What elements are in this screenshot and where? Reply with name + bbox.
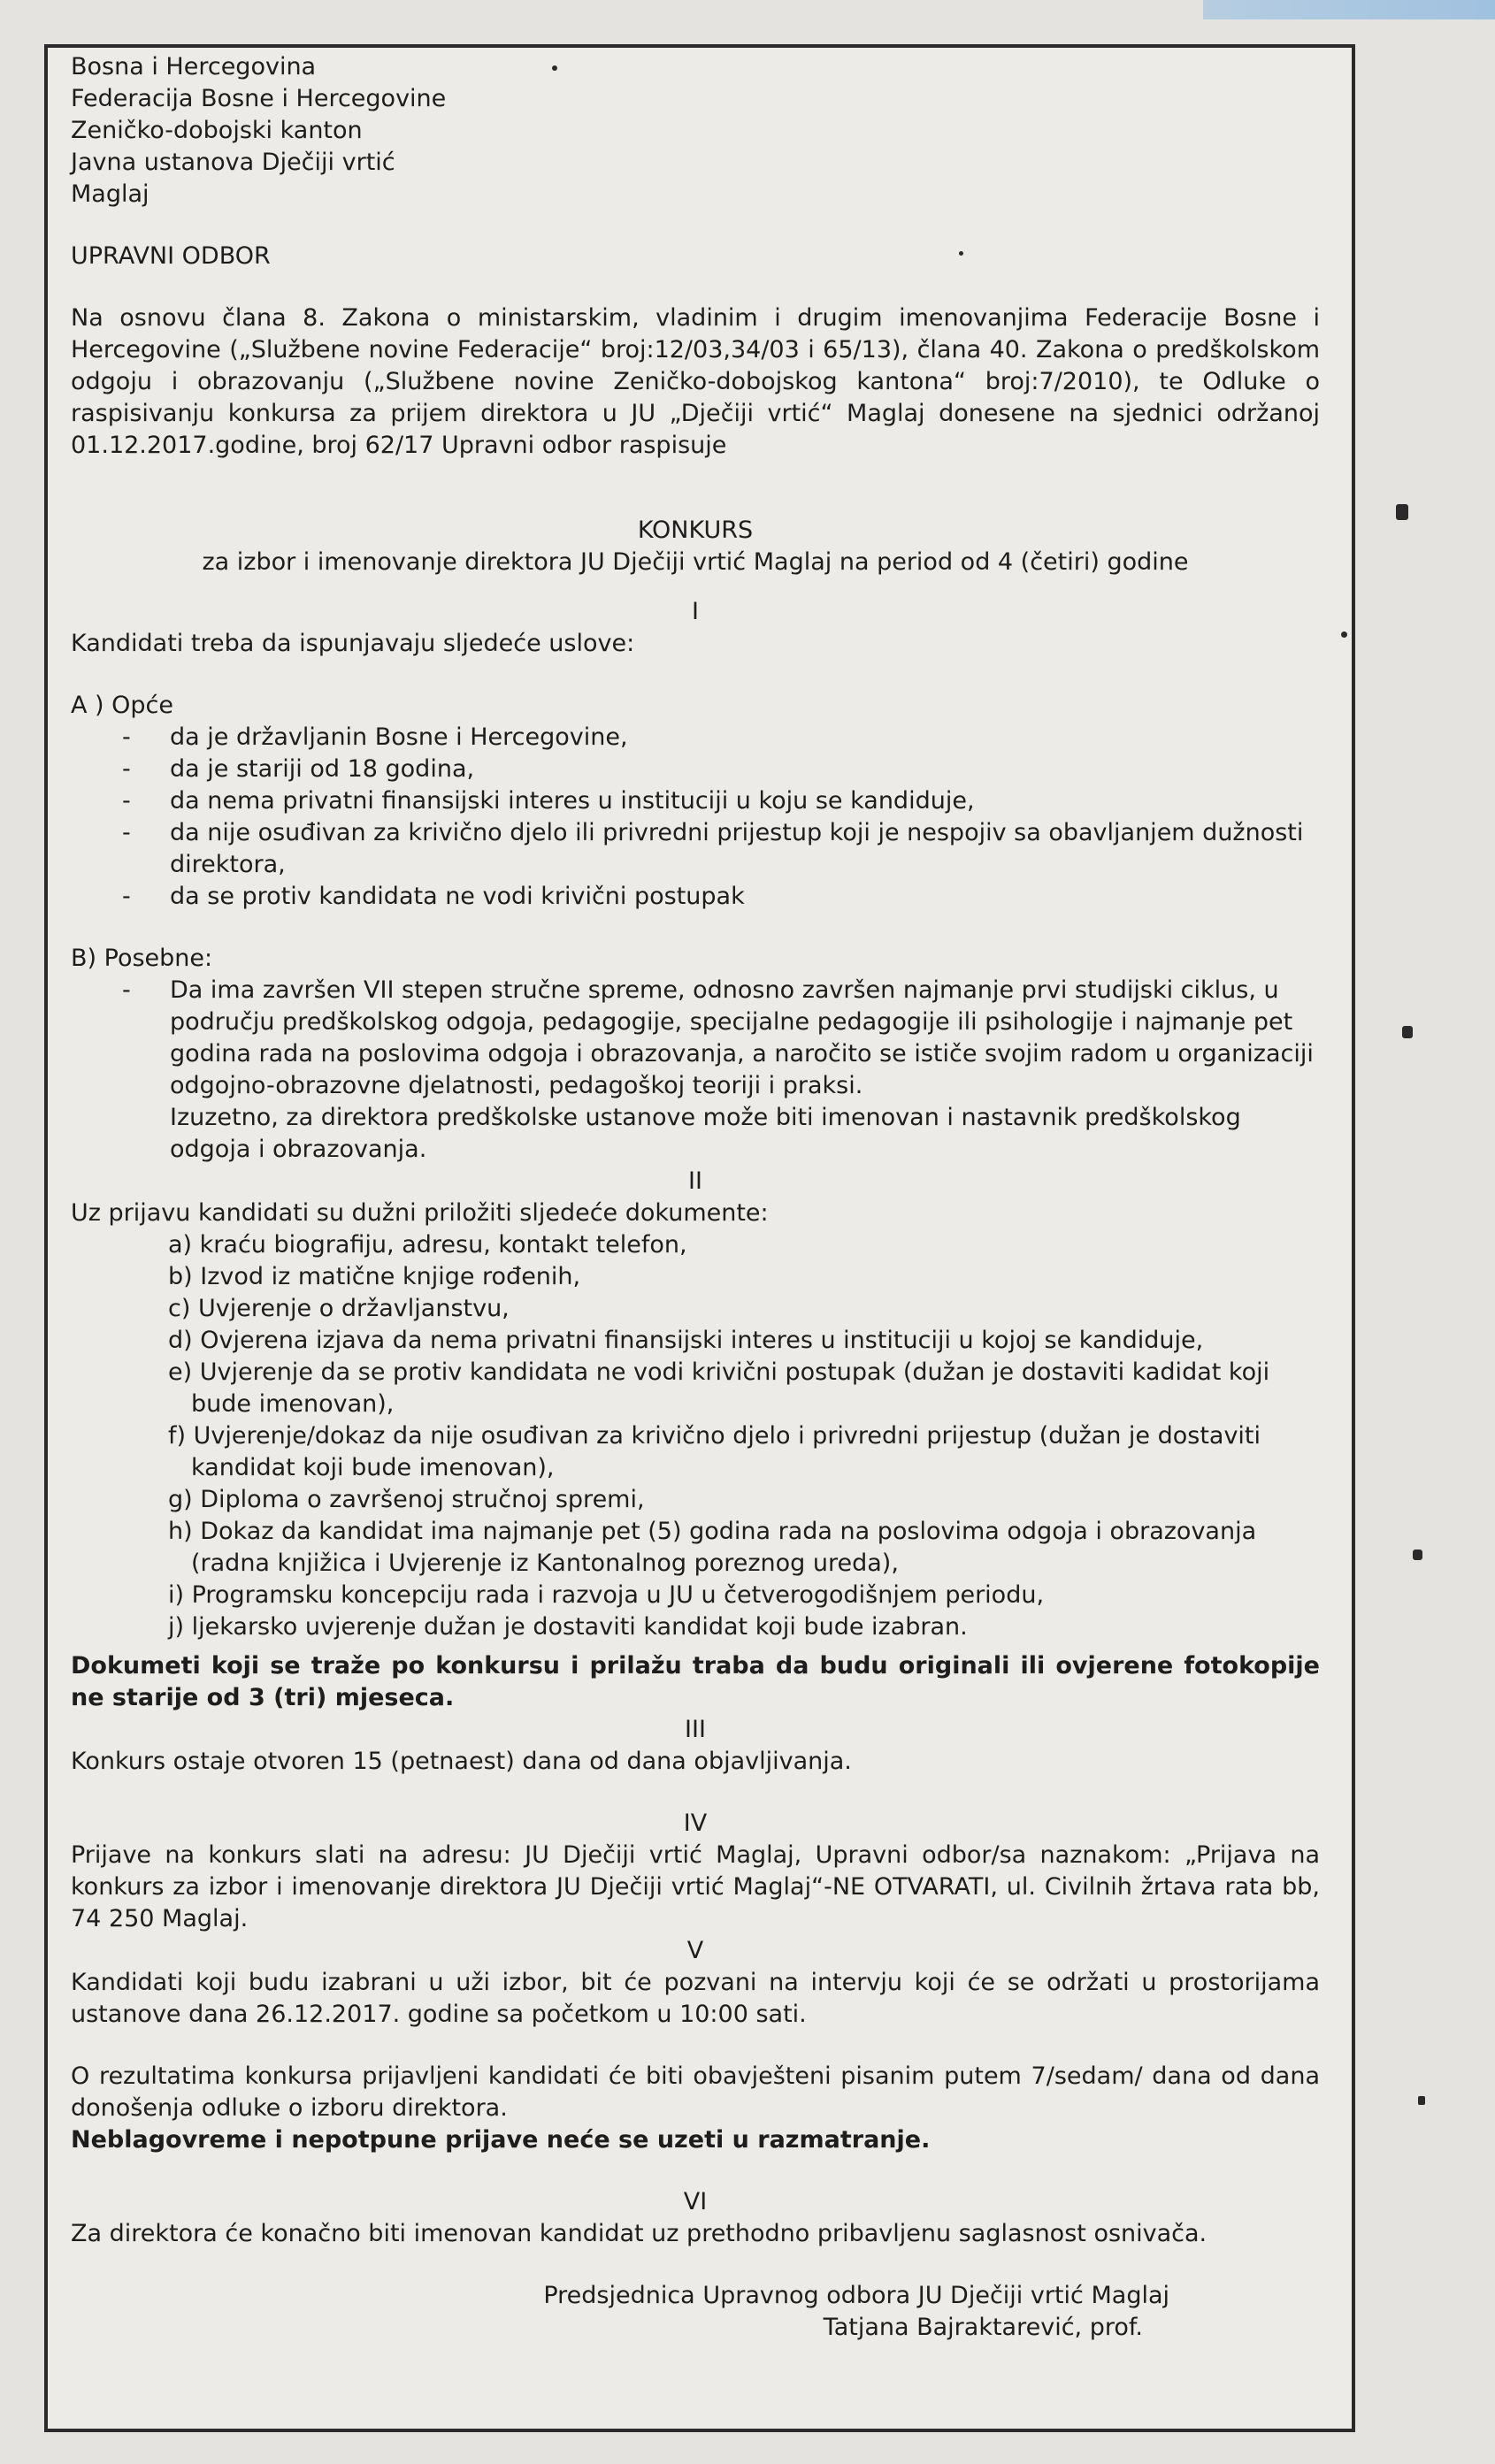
margin-mark — [1413, 1550, 1422, 1560]
scan-edge-strip — [1203, 0, 1495, 19]
section-numeral: V — [686, 1937, 704, 1964]
margin-mark — [1418, 2096, 1425, 2105]
list-item: b) Izvod iz matične knjige rođenih, — [168, 1263, 581, 1290]
late-applications-warning: Neblagovreme i nepotpune prijave neće se uzeti u razmatranje. — [71, 2126, 931, 2154]
section-numeral: IV — [683, 1810, 708, 1837]
conditions-lead: Kandidati treba da ispunjavaju sljedeće uslove: — [71, 630, 635, 657]
competition-heading: KONKURS — [637, 517, 754, 544]
header-line: Zeničko-dobojski kanton — [71, 117, 363, 144]
signatory-title: Predsjednica Upravnog odbora JU Dječiji vrtić Maglaj — [543, 2282, 1169, 2309]
signature-block — [71, 2280, 1320, 2344]
application-address-text: Prijave na konkurs slati na adresu: JU Dječiji vrtić Maglaj, Upravni odbor/sa naznakom: „Prijava na konkurs za izbor i imenovanje direktora JU Dječiji vrtić Maglaj“-NE OTVARATI, ul. Civilnih žrtava rata bb, 74 250 Maglaj. — [71, 1841, 1320, 1932]
document-body — [71, 51, 1320, 2344]
documents-lead: Uz prijavu kandidati su dužni priložiti sljedeće dokumente: — [71, 1199, 769, 1227]
signatory-name: Tatjana Bajraktarević, prof. — [823, 2314, 1143, 2341]
list-item: c) Uvjerenje o državljanstvu, — [168, 1295, 510, 1322]
margin-mark — [1396, 504, 1408, 520]
list-item: e) Uvjerenje da se protiv kandidata ne vodi krivični postupak (dužan je dostaviti kadidat koji bude imenovan), — [168, 1358, 1270, 1418]
list-item: g) Diploma o završenoj stručnoj spremi, — [168, 1486, 645, 1513]
section-numeral: II — [688, 1167, 702, 1195]
section-numeral: III — [685, 1716, 706, 1743]
list-item: i) Programsku koncepciju rada i razvoja u JU u četverogodišnjem periodu, — [168, 1581, 1045, 1609]
list-item: - da nema privatni finansijski interes u instituciji u koju se kandiduje, — [71, 785, 1320, 817]
general-conditions-label: A ) Opće — [71, 692, 174, 719]
list-item: d) Ovjerena izjava da nema privatni finansijski interes u instituciji u kojoj se kandiduje, — [168, 1327, 1204, 1354]
documents-list — [71, 1229, 1320, 1643]
general-conditions-list — [71, 722, 1320, 913]
intro-paragraph: Na osnovu člana 8. Zakona o ministarskim, vladinim i drugim imenovanjima Federacije Bosne i Hercegovine („Službene novine Federacije“ broj:12/03,34/03 i 65/13), člana 40. Zakona o predškolskom odgoju i obrazovanju („Službene novine Zeničko-dobojskog kantona“ broj:7/2010), te Odluke o raspisivanju konkursa za prijem direktora u JU „Dječiji vrtić“ Maglaj donesene na sjednici održanoj 01.12.2017.godine, broj 62/17 Upravni odbor raspisuje — [71, 304, 1320, 459]
appointment-text: Za direktora će konačno biti imenovan kandidat uz prethodno pribavljenu saglasnost osnivača. — [71, 2220, 1208, 2247]
special-conditions-list — [71, 975, 1320, 1102]
documents-note: Dokumeti koji se traže po konkursu i prilažu traba da budu originali ili ovjerene fotokopije ne starije od 3 (tri) mjeseca. — [71, 1652, 1320, 1711]
list-item: - Da ima završen VII stepen stručne spreme, odnosno završen najmanje prvi studijski ciklus, u području predškolskog odgoja, pedagogije, specijalne pedagogije ili psihologije i najmanje pet godina rada na poslovima odgoja i obrazovanja, a naročito se ističe svojim radom u organizaciji odgojno-obrazovne djelatnosti, pedagoškoj teoriji i praksi. — [71, 975, 1320, 1102]
header-line: Bosna i Hercegovina — [71, 53, 317, 80]
competition-subtitle: za izbor i imenovanje direktora JU Dječiji vrtić Maglaj na period od 4 (četiri) godine — [202, 548, 1189, 576]
special-conditions-note: Izuzetno, za direktora predškolske ustanove može biti imenovan i nastavnik predškolskog odgoja i obrazovanja. — [170, 1104, 1241, 1163]
special-conditions-label: B) Posebne: — [71, 945, 213, 972]
speck — [1341, 631, 1347, 638]
section-numeral: VI — [683, 2188, 708, 2215]
open-period-text: Konkurs ostaje otvoren 15 (petnaest) dana od dana objavljivanja. — [71, 1748, 852, 1775]
list-item: a) kraću biografiju, adresu, kontakt telefon, — [168, 1231, 687, 1259]
list-item: - da nije osuđivan za krivično djelo ili privredni prijestup koji je nespojiv sa obavljanjem dužnosti direktora, — [71, 817, 1320, 881]
margin-mark — [1402, 1026, 1413, 1038]
header-line: Javna ustanova Dječiji vrtić — [71, 149, 395, 176]
list-item: h) Dokaz da kandidat ima najmanje pet (5) godina rada na poslovima odgoja i obrazovanja (radna knjižica i Uvjerenje iz Kantonalnog poreznog ureda), — [168, 1518, 1257, 1577]
list-item: j) ljekarsko uvjerenje dužan je dostaviti kandidat koji bude izabran. — [168, 1613, 968, 1641]
list-item: - da se protiv kandidata ne vodi krivični postupak — [71, 881, 1320, 913]
list-item: - da je državljanin Bosne i Hercegovine, — [71, 722, 1320, 754]
results-text: O rezultatima konkursa prijavljeni kandidati će biti obavješteni pisanim putem 7/sedam/ dana od dana donošenja odluke o izboru direktora. — [71, 2062, 1320, 2122]
header-line: Maglaj — [71, 180, 150, 208]
section-numeral: I — [692, 598, 699, 625]
institution-header — [71, 51, 1320, 210]
interview-text: Kandidati koji budu izabrani u uži izbor, bit će pozvani na intervju koji će se održati u prostorijama ustanove dana 26.12.2017. godine sa početkom u 10:00 sati. — [71, 1969, 1320, 2028]
board-name: UPRAVNI ODBOR — [71, 242, 271, 270]
list-item: f) Uvjerenje/dokaz da nije osuđivan za krivično djelo i privredni prijestup (dužan je dostaviti kandidat koji bude imenovan), — [168, 1422, 1261, 1481]
list-item: - da je stariji od 18 godina, — [71, 754, 1320, 785]
header-line: Federacija Bosne i Hercegovine — [71, 85, 447, 112]
